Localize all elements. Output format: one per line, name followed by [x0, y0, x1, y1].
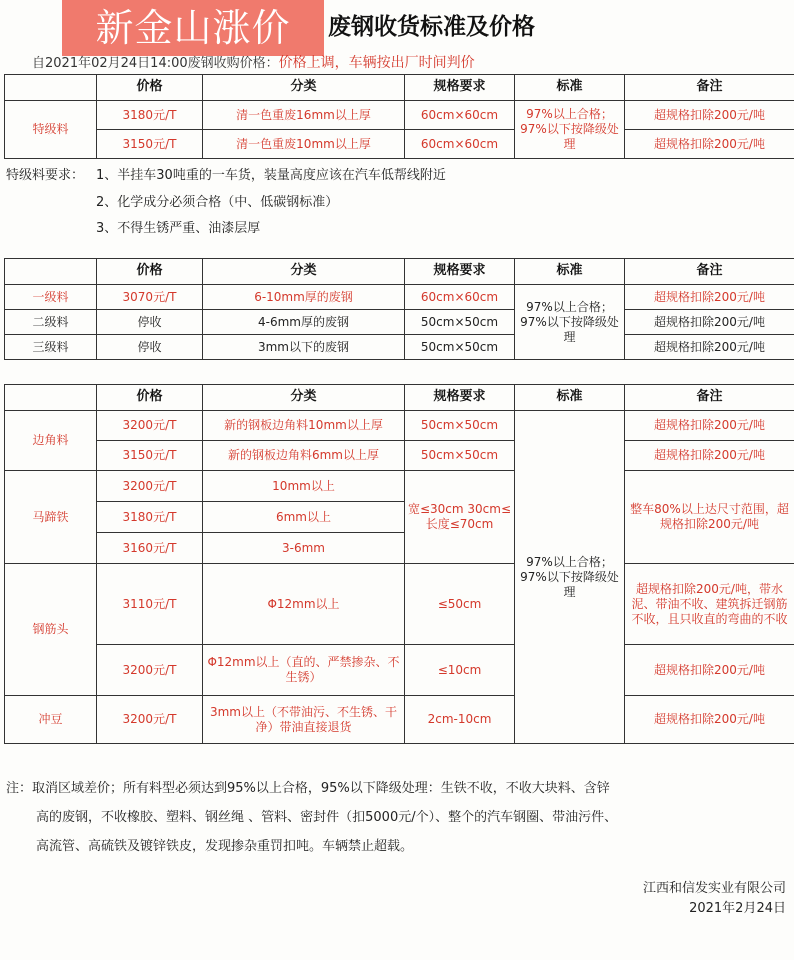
table-cell-category: 新的钢板边角料10mm以上厚	[203, 411, 405, 441]
table-cell-remark: 超规格扣除200元/吨，带水泥、带油不收、建筑拆迁钢筋不收，且只收直的弯曲的不收	[625, 564, 794, 645]
table-cell-price: 3180元/T	[97, 101, 203, 130]
table-cell-spec: 50cm×50cm	[405, 335, 515, 360]
table-cell-remark: 超规格扣除200元/吨	[625, 130, 794, 159]
table-cell-standard: 97%以上合格；97%以下按降级处理	[515, 101, 625, 159]
table-cell-remark: 超规格扣除200元/吨	[625, 696, 794, 744]
table-cell-category: 6mm以上	[203, 502, 405, 533]
table-cell-standard: 97%以上合格；97%以下按降级处理	[515, 411, 625, 744]
header-empty	[5, 385, 97, 411]
table-cell-spec: ≤50cm	[405, 564, 515, 645]
table-cell-spec: 50cm×50cm	[405, 310, 515, 335]
table-cell-spec: 宽≤30cm 30cm≤长度≤70cm	[405, 471, 515, 564]
rebar-name: 钢筋头	[5, 564, 97, 696]
header-empty	[5, 75, 97, 101]
table-cell-price: 3200元/T	[97, 696, 203, 744]
header-standard: 标准	[515, 259, 625, 285]
other-materials-table	[4, 384, 794, 744]
table-cell-spec: ≤10cm	[405, 645, 515, 696]
punch-name: 冲豆	[5, 696, 97, 744]
table-cell-category: 10mm以上	[203, 471, 405, 502]
table-cell-spec: 2cm-10cm	[405, 696, 515, 744]
grade-table	[4, 258, 794, 360]
footer-note-line: 高的废钢，不收橡胶、塑料、钢丝绳 、管料、密封件（扣5000元/个）、整个的汽车钢圈、带油污件、	[36, 810, 618, 825]
table-cell-price: 3200元/T	[97, 411, 203, 441]
table-cell-price: 停收	[97, 335, 203, 360]
table-cell-remark: 超规格扣除200元/吨	[625, 335, 794, 360]
table-cell-price: 3160元/T	[97, 533, 203, 564]
table-cell-remark: 整车80%以上达尺寸范围，超规格扣除200元/吨	[625, 471, 794, 564]
table-cell-spec: 50cm×50cm	[405, 441, 515, 471]
header-category: 分类	[203, 75, 405, 101]
header-remark: 备注	[625, 385, 794, 411]
table-cell-spec: 60cm×60cm	[405, 130, 515, 159]
table-cell-price: 3200元/T	[97, 471, 203, 502]
footer-note-line: 注：取消区域差价；所有料型必须达到95%以上合格，95%以下降级处理：生铁不收，不收大块料、含锌	[6, 781, 610, 796]
footer-note	[6, 774, 766, 861]
price-date-highlight: 价格上调，车辆按出厂时间判价	[278, 55, 475, 71]
price-date-prefix: 自2021年02月24日14:00废钢收购价格：	[32, 56, 279, 71]
document-date: 2021年2月24日	[689, 901, 786, 916]
table-cell-category: 3mm以下的废钢	[203, 335, 405, 360]
table-cell-category: 清一色重废16mm以上厚	[203, 101, 405, 130]
company-name: 江西和信发实业有限公司	[642, 881, 786, 896]
table-cell-spec: 60cm×60cm	[405, 101, 515, 130]
header-category: 分类	[203, 385, 405, 411]
table-cell-category: Φ12mm以上	[203, 564, 405, 645]
grade-name: 二级料	[5, 310, 97, 335]
header-price: 价格	[97, 259, 203, 285]
header-category: 分类	[203, 259, 405, 285]
header-empty	[5, 259, 97, 285]
special-grade-table	[4, 74, 794, 159]
table-cell-remark: 超规格扣除200元/吨	[625, 441, 794, 471]
header-price: 价格	[97, 75, 203, 101]
header-standard: 标准	[515, 385, 625, 411]
special-grade-name: 特级料	[5, 101, 97, 159]
special-requirement-item: 3、不得生锈严重、油漆层厚	[96, 221, 261, 236]
table-cell-remark: 超规格扣除200元/吨	[625, 285, 794, 310]
special-requirements-label: 特级料要求：	[6, 168, 85, 183]
table-cell-price: 3180元/T	[97, 502, 203, 533]
table-cell-price: 3070元/T	[97, 285, 203, 310]
table-cell-price: 3150元/T	[97, 130, 203, 159]
header-remark: 备注	[625, 259, 794, 285]
header-spec: 规格要求	[405, 259, 515, 285]
table-cell-category: 3mm以上（不带油污、不生锈、干净）带油直接退货	[203, 696, 405, 744]
watermark-banner: 新金山涨价	[62, 0, 324, 56]
header-spec: 规格要求	[405, 385, 515, 411]
table-cell-spec: 60cm×60cm	[405, 285, 515, 310]
table-cell-price: 3150元/T	[97, 441, 203, 471]
grade-name: 三级料	[5, 335, 97, 360]
header-standard: 标准	[515, 75, 625, 101]
table-cell-category: 新的钢板边角料6mm以上厚	[203, 441, 405, 471]
edge-material-name: 边角料	[5, 411, 97, 471]
table-cell-remark: 超规格扣除200元/吨	[625, 645, 794, 696]
table-cell-category: 6-10mm厚的废钢	[203, 285, 405, 310]
header-price: 价格	[97, 385, 203, 411]
table-cell-spec: 50cm×50cm	[405, 411, 515, 441]
horseshoe-name: 马蹄铁	[5, 471, 97, 564]
table-cell-category: 4-6mm厚的废钢	[203, 310, 405, 335]
table-cell-category: 清一色重废10mm以上厚	[203, 130, 405, 159]
table-cell-category: 3-6mm	[203, 533, 405, 564]
grade-name: 一级料	[5, 285, 97, 310]
header-remark: 备注	[625, 75, 794, 101]
page-title: 废钢收货标准及价格	[328, 13, 535, 40]
special-requirement-item: 2、化学成分必须合格（中、低碳钢标准）	[96, 195, 339, 210]
special-requirement-item: 1、半挂车30吨重的一车货，装量高度应该在汽车低帮线附近	[96, 168, 446, 183]
table-cell-price: 3110元/T	[97, 564, 203, 645]
footer-note-line: 高流管、高硫铁及镀锌铁皮，发现掺杂重罚扣吨。车辆禁止超载。	[36, 839, 414, 854]
table-cell-remark: 超规格扣除200元/吨	[625, 101, 794, 130]
table-cell-price: 停收	[97, 310, 203, 335]
table-cell-remark: 超规格扣除200元/吨	[625, 310, 794, 335]
table-cell-standard: 97%以上合格；97%以下按降级处理	[515, 285, 625, 360]
table-cell-price: 3200元/T	[97, 645, 203, 696]
header-spec: 规格要求	[405, 75, 515, 101]
table-cell-category: Φ12mm以上（直的、严禁掺杂、不生锈）	[203, 645, 405, 696]
table-cell-remark: 超规格扣除200元/吨	[625, 411, 794, 441]
price-date-line	[32, 52, 475, 72]
